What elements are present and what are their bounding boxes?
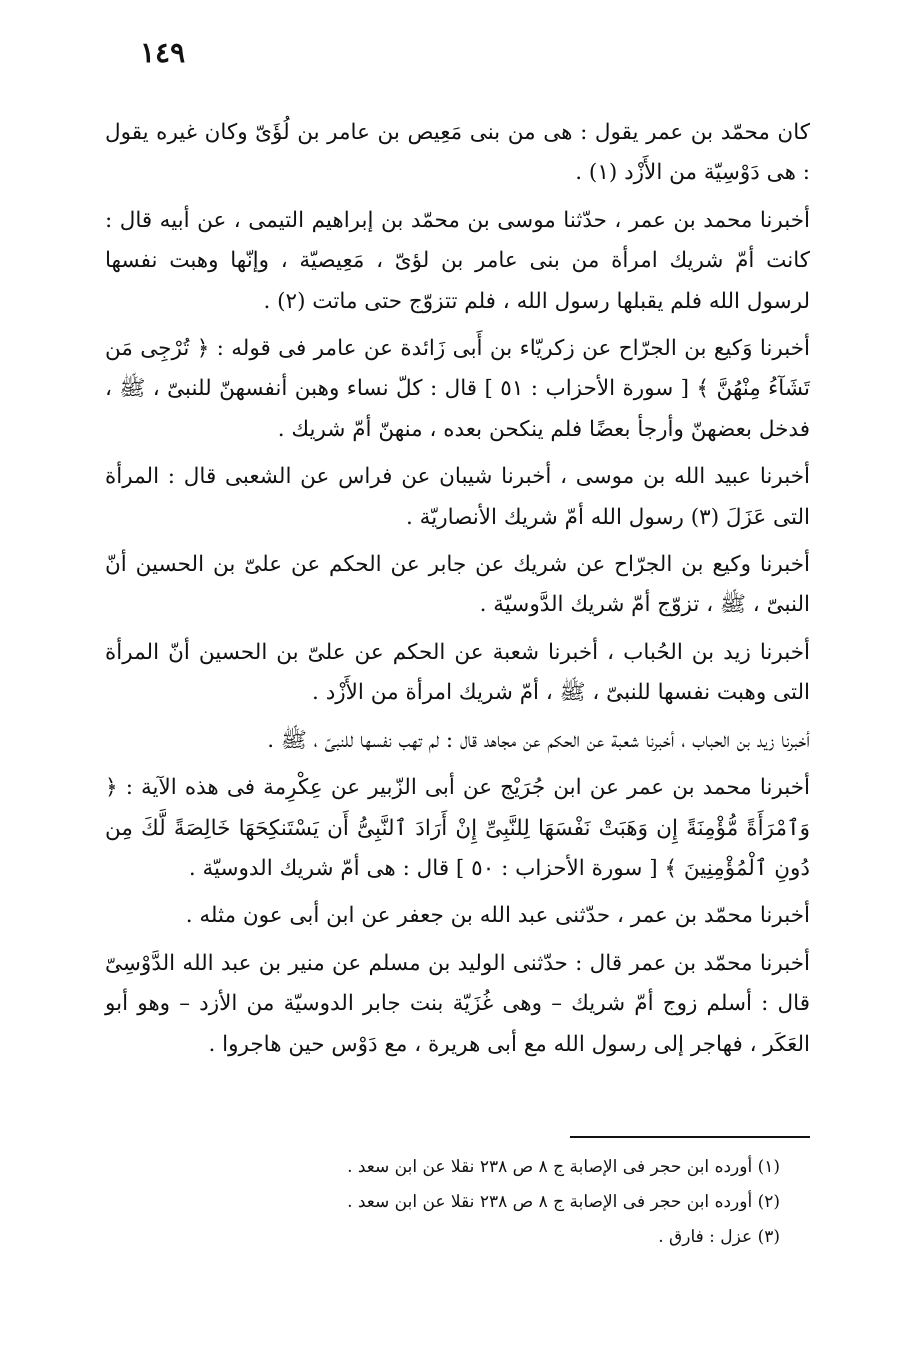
paragraph-1: كان محمّد بن عمر يقول : هى من بنى مَعِيص بن عامر بن لُؤَىّ وكان غيره يقول : هى دَوْسِيّة من الأَزْد (١) .: [105, 120, 810, 186]
paragraph-2: أخبرنا محمد بن عمر ، حدّثنا موسى بن محمّد بن إبراهيم التيمى ، عن أبيه قال : كانت أمّ شريك امرأة من بنى عامر بن لؤىّ ، مَعِيصيّة ، وإنّها وهبت نفسها لرسول الله فلم يقبلها رسول الله ، فلم تتزوّج حتى ماتت (٢) .: [105, 207, 810, 314]
paragraph-7: أخبرنا زيد بن الحباب ، أخبرنا شعبة عن الحكم عن مجاهد قال : لم تهب نفسها للنبىّ ، ﷺ .: [267, 727, 810, 753]
paragraph-10: أخبرنا محمّد بن عمر قال : حدّثنى الوليد بن مسلم عن منير بن عبد الله الدَّوْسِىّ قال : أسلم زوج أمّ شريك – وهى غُزَيّة بنت جابر الدوسيّة من الأزد – وهو أبو العَكَر ، فهاجر إلى رسول الله مع أبى هريرة ، مع دَوْس حين هاجروا .: [105, 950, 810, 1057]
footnote-3: (٣) عزل : فارق .: [658, 1227, 780, 1247]
paragraph-5: أخبرنا وكيع بن الجرّاح عن شريك عن جابر عن الحكم عن علىّ بن الحسين أنّ النبىّ ، ﷺ ، تزوّج أمّ شريك الدَّوسيّة .: [105, 552, 810, 618]
paragraph-9: أخبرنا محمّد بن عمر ، حدّثنى عبد الله بن جعفر عن ابن أبى عون مثله .: [185, 903, 810, 929]
footnote-1: (١) أورده ابن حجر فى الإصابة ج ٨ ص ٢٣٨ نقلا عن ابن سعد .: [347, 1157, 780, 1177]
paragraph-8: أخبرنا محمد بن عمر عن ابن جُرَيْج عن أبى الزّبير عن عِكْرِمة فى هذه الآية : ﴿ وَٱمْرَأَةً مُّؤْمِنَةً إِن وَهَبَتْ نَفْسَهَا لِلنَّبِىِّ إِنْ أَرَادَ ٱلنَّبِىُّ أَن يَسْتَنكِحَهَا خَالِصَةً لَّكَ مِن دُونِ ٱلْمُؤْمِنِينَ ﴾ [ سورة الأحزاب : ٥٠ ] قال : هى أمّ شريك الدوسيّة .: [105, 775, 810, 881]
paragraph-3: أخبرنا وَكيع بن الجرّاح عن زكريّاء بن أَبى زَائدة عن عامر فى قوله : ﴿ تُرْجِى مَن تَشَآءُ مِنْهُنَّ ﴾ [ سورة الأحزاب : ٥١ ] قال : كلّ نساء وهبن أنفسهنّ للنبىّ ، ﷺ ، فدخل بعضهنّ وأرجأ بعضًا فلم ينكحن بعده ، منهنّ أمّ شريك .: [105, 336, 811, 442]
paragraph-4: أخبرنا عبيد الله بن موسى ، أخبرنا شيبان عن فراس عن الشعبى قال : المرأة التى عَزَلَ (٣) رسول الله أمّ شريك الأنصاريّة .: [105, 464, 810, 530]
footnote-2: (٢) أورده ابن حجر فى الإصابة ج ٨ ص ٢٣٨ نقلا عن ابن سعد .: [347, 1192, 780, 1212]
main-text: [105, 113, 810, 1072]
footnote-divider: [570, 1136, 810, 1138]
page-number: ١٤٩: [140, 36, 186, 69]
footnotes: [105, 1150, 810, 1255]
paragraph-6: أخبرنا زيد بن الحُباب ، أخبرنا شعبة عن الحكم عن علىّ بن الحسين أنّ المرأة التى وهبت نفسها للنبىّ ، ﷺ ، أمّ شريك امرأة من الأَزْد .: [105, 639, 810, 706]
